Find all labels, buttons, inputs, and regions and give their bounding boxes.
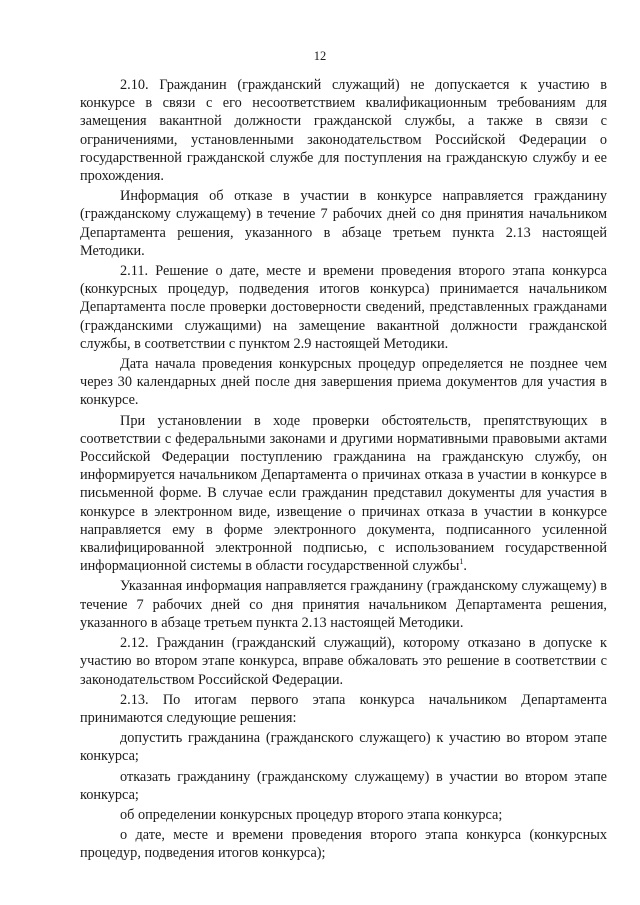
paragraph-2-12: 2.12. Гражданин (гражданский служащий), которому отказано в допуске к участию во втором этапе конкурса, вправе обжаловать это решение в соответствии с законодательством Российской Федерации. [80,635,607,688]
footnote-marker: 1 [459,557,464,567]
paragraph-2-11: 2.11. Решение о дате, месте и времени проведения второго этапа конкурса (конкурсных процедур, подведения итогов конкурса) принимается начальником Департамента после проверки достоверности сведений, представленных гражданами (гражданскими служащими) на замещение вакантной должности гражданской службы, в соответствии с пунктом 2.9 настоящей Методики. [80,263,607,352]
page-number: 12 [313,49,327,63]
document-body [80,76,607,865]
decision-procedures: об определении конкурсных процедур второго этапа конкурса; [120,806,503,823]
paragraph-2-10: 2.10. Гражданин (гражданский служащий) не допускается к участию в конкурсе в связи с его несоответствием квалификационным требованиям для замещения вакантной должности гражданской службы, а также в связи с ограничениями, установленными законодательством Российской Федерации о государственной гражданской службе для поступления на гражданскую службу и ее прохождения. [80,77,607,185]
paragraph-refusal-info: Информация об отказе в участии в конкурсе направляется гражданину (гражданскому служащему) в течение 7 рабочих дней со дня принятия начальником Департамента решения, указанного в абзаце третьем пункта 2.13 настоящей Методики. [80,188,607,259]
paragraph-start-date: Дата начала проведения конкурсных процедур определяется не позднее чем через 30 календарных дней после дня завершения приема документов для участия в конкурсе. [80,356,607,409]
paragraph-2-13: 2.13. По итогам первого этапа конкурса начальником Департамента принимаются следующие решения: [80,691,607,726]
decision-admit: допустить гражданина (гражданского служащего) к участию во втором этапе конкурса; [80,730,607,765]
paragraph-obstacles: При установлении в ходе проверки обстоятельств, препятствующих в соответствии с федеральными законами и другими нормативными правовыми актами Российской Федерации поступлению гражданина на гражданскую службу, он информируется начальником Департамента о причинах отказа в участии в конкурсе в письменной форме. В случае если гражданин представил документы для участия в конкурсе в электронном виде, извещение о причинах отказа в участии в конкурсе направляется ему в форме электронного документа, подписанного усиленной квалифицированной электронной подписью, с использованием государственной информационной системы в области государственной службы$^1$. [80,412,607,575]
decision-date-place-time: о дате, месте и времени проведения второго этапа конкурса (конкурсных процедур, подведения итогов конкурса); [80,827,607,862]
paragraph-information-sent: Указанная информация направляется гражданину (гражданскому служащему) в течение 7 рабочих дней со дня принятия начальником Департамента решения, указанного в абзаце третьем пункта 2.13 настоящей Методики. [80,578,607,631]
decision-refuse: отказать гражданину (гражданскому служащему) в участии во втором этапе конкурса; [80,768,607,803]
paragraph-obstacles-text: При установлении в ходе проверки обстоятельств, препятствующих в соответствии с федеральными законами и другими нормативными правовыми актами Российской Федерации поступлению гражданина на гражданскую службу, он информируется начальником Департамента о причинах отказа в участии в конкурсе в письменной форме. В случае если гражданин представил документы для участия в конкурсе в электронном виде, извещение о причинах отказа в участии в конкурсе направляется ему в форме электронного документа, подписанного усиленной квалифицированной электронной подписью, с использованием государственной информационной системы в области государственной службы [80,412,607,575]
